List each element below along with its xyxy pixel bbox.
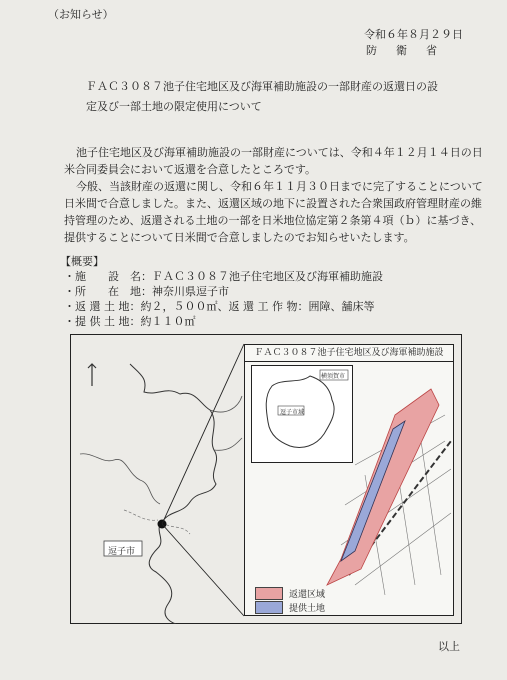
boundary-line [210, 396, 242, 412]
para2-line-2: 日米間で合意しました。また、返還区域の地下に設置された合衆国政府管理財産の維 [64, 197, 482, 210]
summary-value: ：約２，５００㎡、返 還 工 作 物：囲障、舗床等 [129, 300, 375, 313]
summary-label: ・所 在 地 [64, 285, 141, 298]
boundary-line [214, 438, 242, 450]
para2-line-1: 今般、当該財産の返還に関し、令和６年１１月３０日までに完了することについて [76, 180, 483, 193]
summary-value: ：神奈川県逗子市 [141, 285, 229, 298]
summary-label: ・施 設 名 [64, 270, 141, 283]
title-line-2: 定及び一部土地の限定使用について [86, 100, 262, 113]
boundary-line [80, 454, 160, 504]
summary-row [64, 268, 383, 284]
summary-row [64, 313, 196, 329]
legend-swatch-provided [255, 601, 283, 614]
mini-label-mid: 逗子市域 [280, 409, 305, 416]
para2-line-4: 提供することについて日米間で合意しましたのでお知らせいたします。 [64, 231, 415, 244]
date: 令和６年８月２９日 [364, 28, 463, 41]
summary-heading: 【概要】 [60, 255, 104, 268]
leader-line [162, 524, 244, 616]
notice-label: （お知らせ） [48, 8, 114, 21]
summary-label: ・提 供 土 地 [64, 315, 130, 328]
mini-label-top: 横須賀市 [321, 373, 346, 380]
inset-map [244, 344, 454, 616]
north-arrow-icon [88, 364, 96, 386]
issuer: 防 衛 省 [366, 44, 441, 57]
municipal-boundary [124, 510, 158, 520]
summary-label: ・返 還 土 地 [64, 300, 130, 313]
summary-row [64, 283, 229, 299]
title-line-1: ＦＡＣ３０８７池子住宅地区及び海軍補助施設の一部財産の返還日の設 [86, 80, 438, 93]
leader-line [162, 344, 244, 524]
city-label: 逗子市 [108, 547, 136, 557]
legend-label-return: 返還区域 [289, 590, 326, 600]
inset-title: ＦＡＣ３０８７池子住宅地区及び海軍補助施設 [245, 345, 453, 362]
summary-row [64, 298, 375, 314]
closing-text: 以上 [438, 640, 460, 653]
para1-line-1: 池子住宅地区及び海軍補助施設の一部財産については、令和４年１２月１４日の日 [76, 146, 483, 159]
para2-line-3: 持管理のため、返還される土地の一部を日米地位協定第２条第４項（ｂ）に基づき、 [64, 214, 482, 227]
para1-line-2: 米合同委員会において返還を合意したところです。 [64, 163, 317, 176]
summary-value: ：約１１０㎡ [129, 315, 196, 328]
summary-value: ：ＦＡＣ３０８７池子住宅地区及び海軍補助施設 [141, 270, 383, 283]
site-map [245, 345, 455, 617]
legend-label-provided: 提供土地 [289, 604, 326, 614]
coastline [130, 364, 217, 624]
legend-swatch-return [255, 587, 283, 600]
